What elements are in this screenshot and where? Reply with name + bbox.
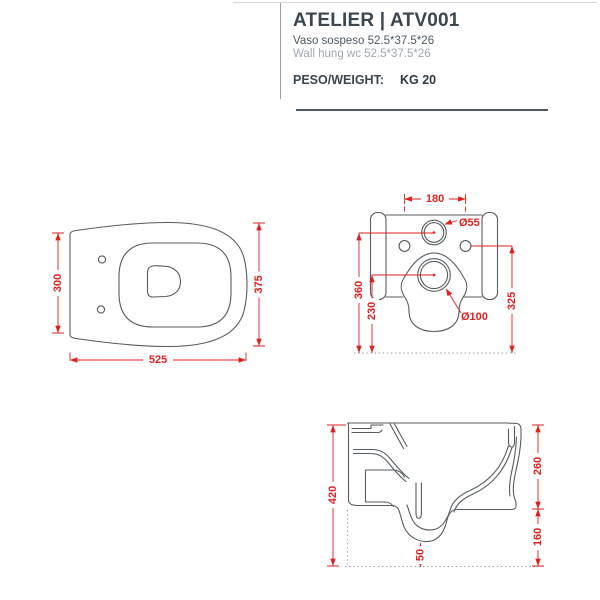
dim-overall-depth-label: 420 [327,485,339,505]
flush-shelf [354,450,410,482]
side-fixing-hole-left [399,241,410,252]
dim-inlet-height-label: 360 [353,280,365,300]
dim-inlet-diameter-label: Ø55 [459,217,480,229]
fixing-hole-bottom [97,306,104,313]
right-column [482,213,498,300]
section-outer-profile [348,423,522,541]
seat-opening-outline [119,243,231,327]
drain-outline [148,266,181,297]
side-view-dimensions [326,425,545,567]
inlet-channel [390,424,407,449]
rim-channel [509,427,515,448]
weight-label: PESO/WEIGHT: [293,72,384,87]
dim-trap-clearance-label: 50 [414,548,427,562]
dim-overall-width-label: 375 [253,275,265,294]
trap-cover-outline [401,253,467,332]
dim-outlet-diameter-label: Ø100 [461,311,488,323]
product-title: ATELIER | ATV001 [293,10,460,31]
dim-side-height-label: 325 [506,291,518,311]
fixing-hole-top [98,256,105,263]
front-view-dimensions [352,193,519,354]
dim-lower-depth-label: 160 [532,527,544,547]
dim-outlet-height-label: 230 [366,301,378,321]
dim-upper-depth-label: 260 [532,456,544,476]
dim-holes-spacing-label: 180 [425,193,445,205]
top-view-dimensions [51,223,266,367]
product-subtitle-english: Wall hung wc 52.5*37.5*26 [293,47,431,60]
bowl-inner-line-2 [454,448,512,513]
bowl-inner-line [407,446,509,530]
dim-back-width-label: 300 [52,273,64,293]
side-view-drawing [326,423,546,567]
trap-weir [416,483,421,519]
dim-length-label: 525 [148,354,168,366]
side-floor-reference [345,510,546,567]
top-view-drawing [51,223,266,367]
weight-value: KG 20 [399,72,437,87]
mounting-box [366,470,405,507]
left-column [371,213,387,300]
front-view-drawing [352,193,519,354]
product-subtitle-italian: Vaso sospeso 52.5*37.5*26 [293,34,435,47]
side-fixing-hole-right [460,241,471,252]
bowl-outline [70,223,247,347]
fixing-hook-upper [352,425,383,433]
